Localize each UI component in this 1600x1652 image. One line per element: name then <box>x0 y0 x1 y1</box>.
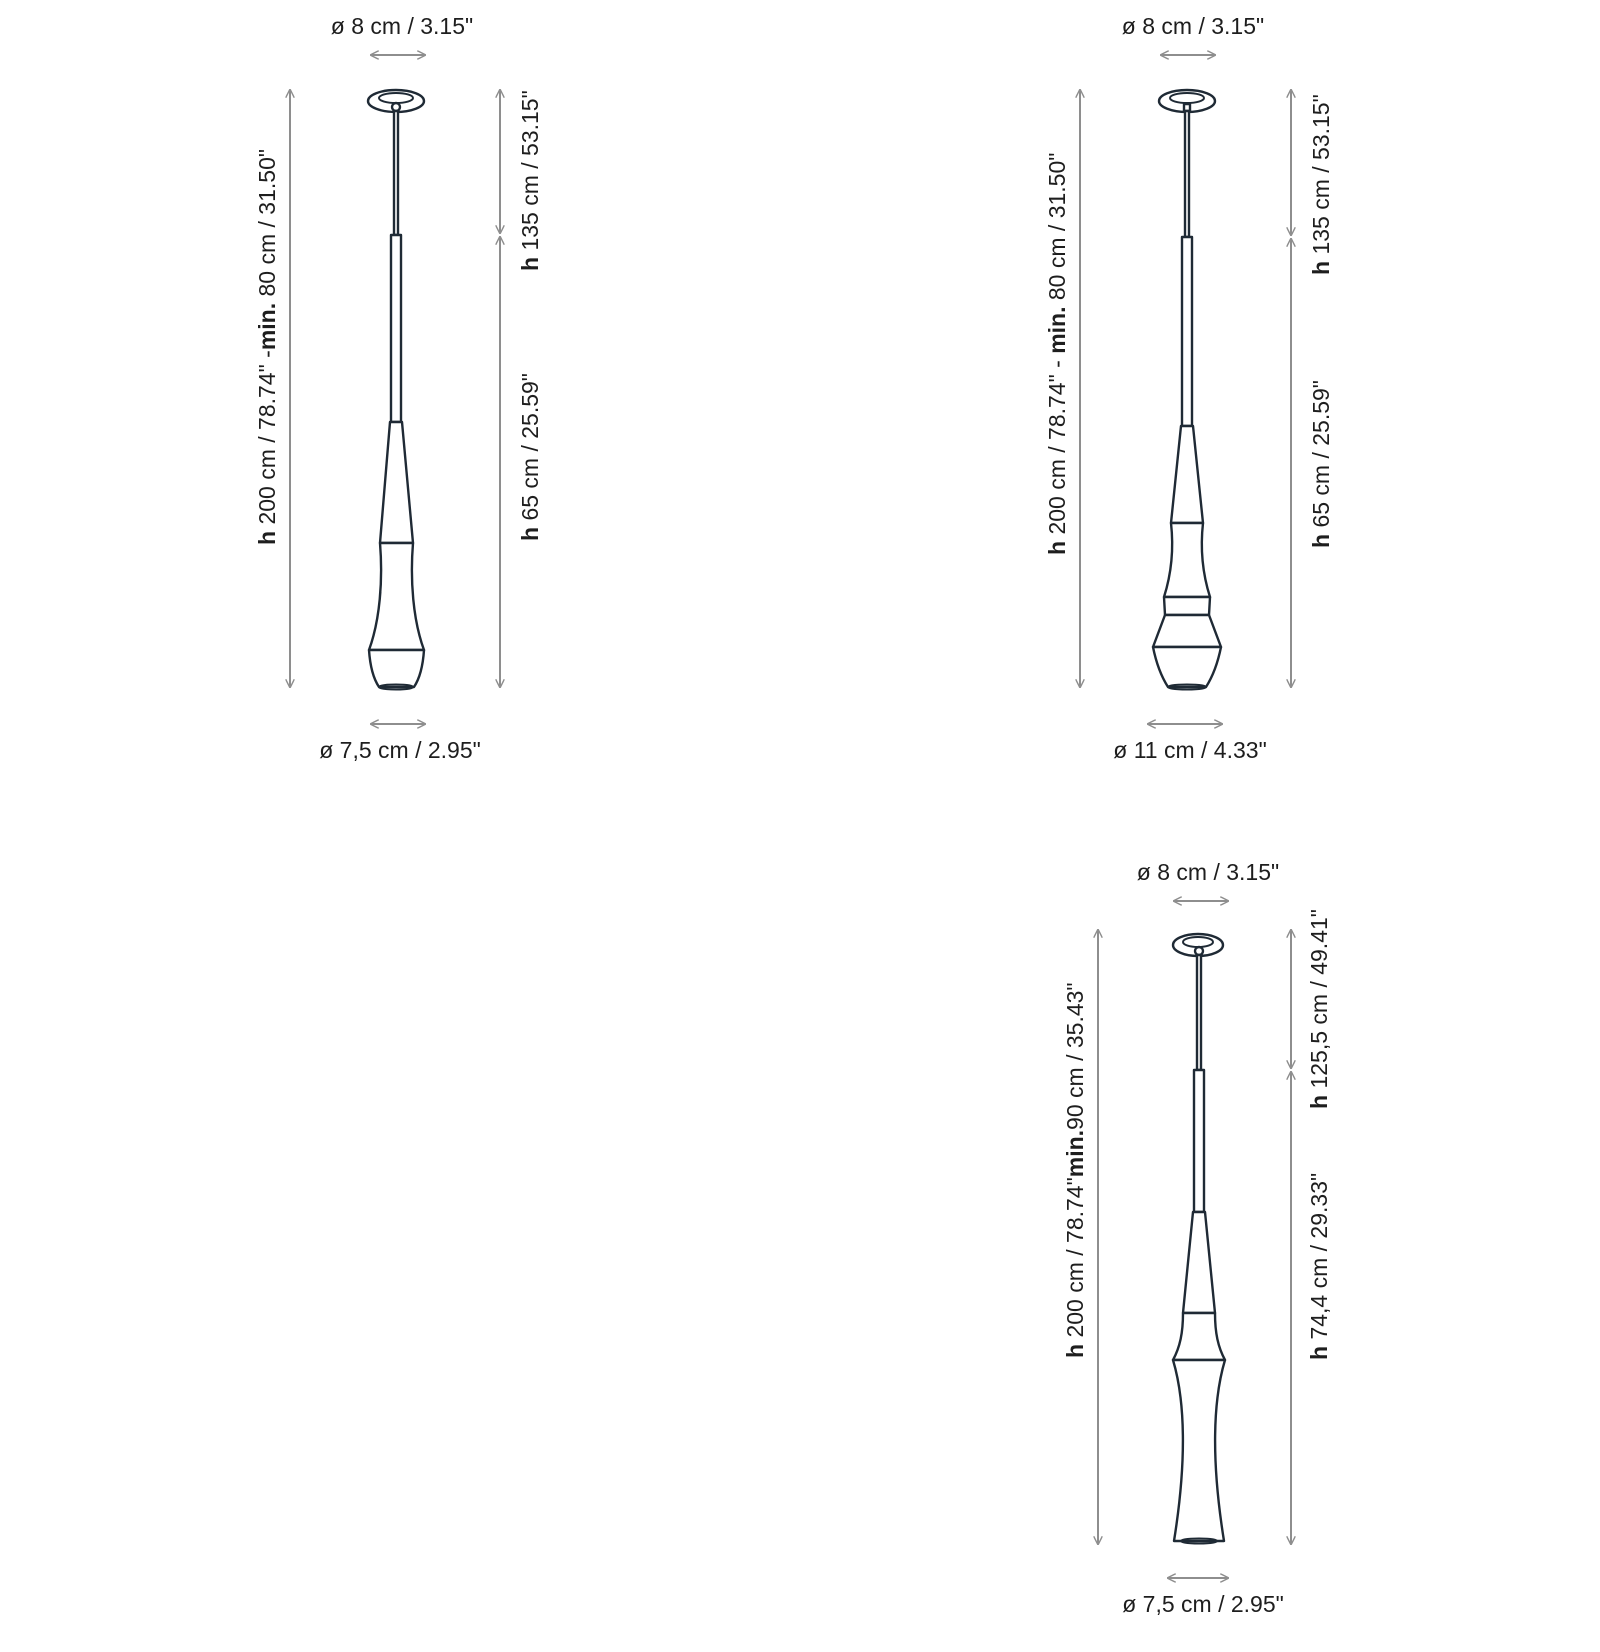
lamp-2-lower-height-label: h 65 cm / 25.59" <box>1308 380 1334 548</box>
lamp-2-upper-height-label: h 135 cm / 53.15" <box>1308 94 1334 275</box>
lamp-3-fixture <box>1173 934 1225 1544</box>
lamp-1-fixture <box>368 90 424 690</box>
lamp-2-ring <box>1164 597 1210 615</box>
lamp-1-upper-height-label: h 135 cm / 53.15" <box>517 90 543 271</box>
lamp-3-bottom-diameter: ø 7,5 cm / 2.95" <box>1122 1591 1284 1617</box>
lamp-1-top-diameter: ø 8 cm / 3.15" <box>330 13 474 39</box>
lamp-2-rod <box>1182 237 1192 426</box>
lamp-2-drawing <box>1044 13 1334 763</box>
lamp-1-rod <box>391 235 401 422</box>
lamp-1-lower-height-label: h 65 cm / 25.59" <box>517 373 543 541</box>
lamp-3-upper-height-label: h 125,5 cm / 49.41" <box>1306 909 1332 1109</box>
lamp-3-total-height-label: h 200 cm / 78.74"min.90 cm / 35.43" <box>1062 982 1088 1358</box>
lamp-1-total-height-label: h 200 cm / 78.74" -min. 80 cm / 31.50" <box>254 148 280 545</box>
lamp-1-bottom-diameter: ø 7,5 cm / 2.95" <box>319 737 481 763</box>
lamp-2-fixture <box>1153 90 1221 690</box>
lamp-1-cable <box>394 111 398 235</box>
lamp-3-middle-shade <box>1173 1313 1225 1360</box>
lamp-2-total-height-label: h 200 cm / 78.74" - min. 80 cm / 31.50" <box>1044 152 1070 555</box>
lamp-1-middle-shade <box>369 543 424 650</box>
lamp-2-upper-shade <box>1171 426 1203 523</box>
lamp-1-bottom-band <box>369 650 424 687</box>
lamp-2-bottom-band <box>1153 647 1221 687</box>
lamp-2-bottom-diameter: ø 11 cm / 4.33" <box>1113 737 1267 763</box>
lamp-3-lower-shade <box>1173 1360 1225 1541</box>
lamp-3-drawing <box>1062 859 1332 1617</box>
lamp-3-rod <box>1194 1070 1204 1212</box>
lamp-2-top-diameter: ø 8 cm / 3.15" <box>1121 13 1265 39</box>
lamp-1-upper-shade <box>380 422 413 543</box>
lamp-1-drawing <box>254 13 543 763</box>
lamp-3-upper-shade <box>1183 1212 1215 1313</box>
lamp-3-top-diameter: ø 8 cm / 3.15" <box>1136 859 1280 885</box>
lamp-2-middle-shade <box>1164 523 1210 597</box>
lamp-3-cable <box>1197 955 1201 1070</box>
lamp-2-flare <box>1153 615 1221 647</box>
lamp-2-cable <box>1185 111 1189 237</box>
lamp-3-lower-height-label: h 74,4 cm / 29.33" <box>1306 1172 1332 1360</box>
